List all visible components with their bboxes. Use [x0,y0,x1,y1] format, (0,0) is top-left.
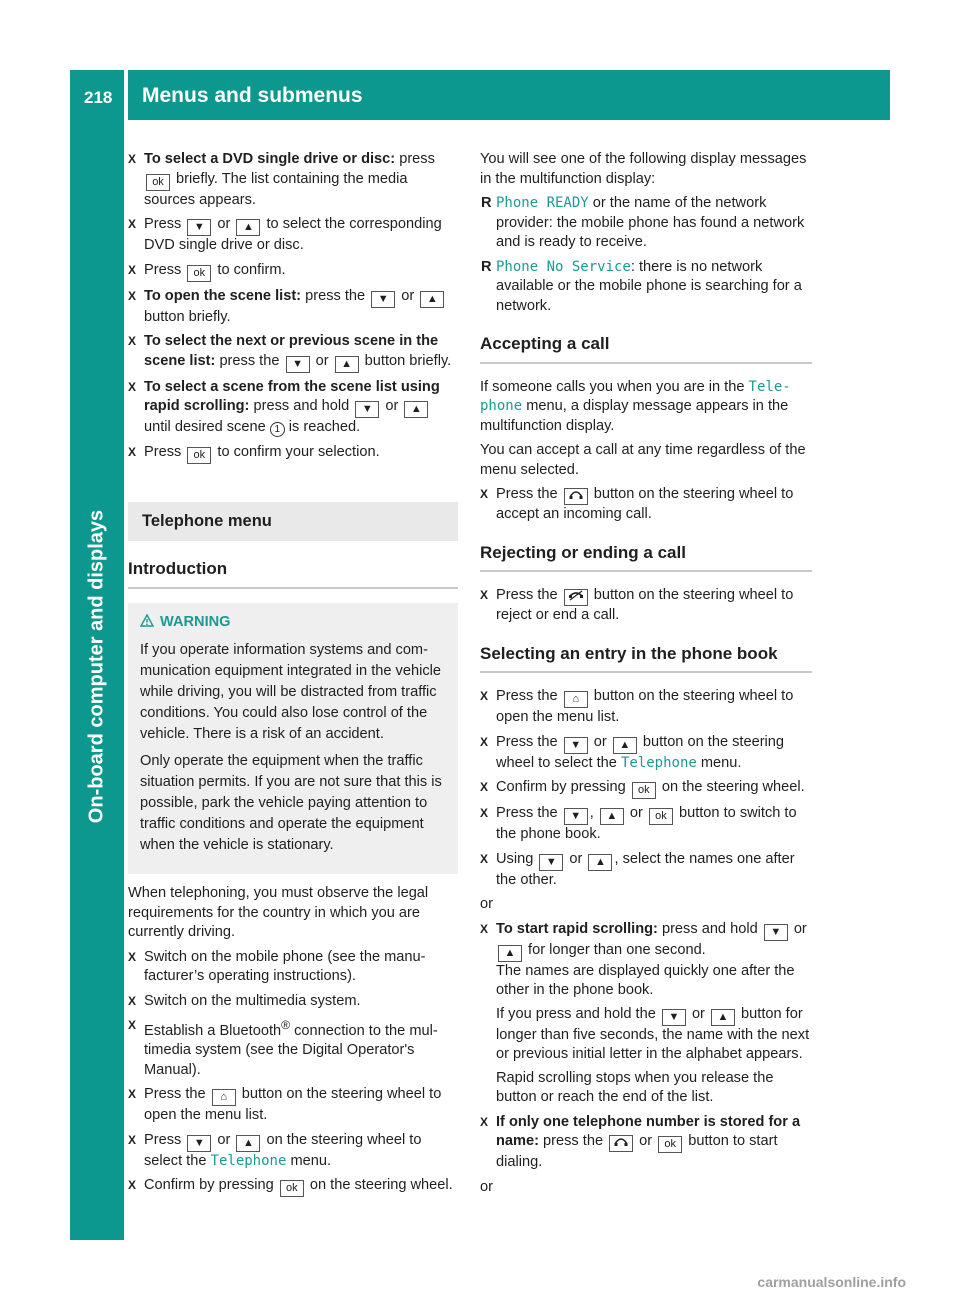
step-text: button on the steering wheel to open the menu list. [144,1086,442,1124]
step-detail: Rapid scrolling stops when you release the button or reach the end of the list. [496,1069,774,1105]
phone-accept-icon [609,1135,633,1152]
page-header [70,70,890,120]
down-button-icon: ▼ [187,1135,211,1152]
step-arrow-icon: X [480,1114,489,1129]
step-text: press the [538,1133,608,1149]
step-switch-multimedia [128,992,458,1012]
up-button-icon: ▲ [335,356,359,373]
up-button-icon: ▲ [711,1009,735,1026]
step-text: Press [144,1131,186,1148]
step-text: or [213,1131,235,1148]
step-arrow-icon: X [128,444,137,459]
step-text: on the steering wheel. [305,1177,453,1194]
step-bluetooth [128,1016,458,1080]
step-detail [496,1005,812,1065]
up-button-icon: ▲ [404,401,428,418]
step-select-telephone [128,1131,458,1172]
step-text: to confirm your selection. [213,443,380,460]
step-text: If you press and hold the [496,1005,660,1022]
step-confirm-ok [480,778,812,799]
step-text: or [687,1005,709,1022]
bullet-text: or the name of the network provider: the mobile phone has found a network and is ready to receive. [496,195,805,250]
step-arrow-icon: X [128,217,137,231]
step-bold: If only one telephone number is stored for a name: [496,1113,801,1149]
step-text: menu. [696,754,742,771]
down-button-icon: ▼ [187,219,211,236]
step-text: Press [144,216,186,232]
step-open-menu [480,687,812,728]
step-rapid-scene [128,378,458,438]
step-switch-phone [128,948,458,987]
watermark: carmanualsonline.info [757,1274,906,1290]
step-arrow-icon: X [128,1087,137,1102]
step-text: button on the steering wheel to open the menu list. [496,688,794,725]
paragraph-text: If someone calls you when you are in the [480,378,749,395]
step-text: button on the steering wheel to select the [496,733,785,771]
or-text: or [480,896,493,912]
step-arrow-icon: X [128,993,137,1008]
step-text: , select the names one after the other. [496,850,795,888]
step-select-telephone-menu [480,733,812,774]
bullet-item [480,258,812,317]
step-text: for longer than one second. [524,941,706,958]
paragraph-text: menu, a display message appears in the multifunction display. [480,398,789,434]
step-switch-phonebook [480,804,812,845]
step-text: Establish a Bluetooth [144,1022,282,1039]
side-label: On-board computer and displays [85,509,108,824]
step-arrow-icon: X [128,1018,137,1032]
step-press-select [128,215,458,256]
step-arrow-icon: X [480,851,489,866]
step-bold: To select the next or previous scene in the scene list: [144,333,439,369]
step-open-scene-list [128,287,458,328]
bullet-text: : there is no network available or the mobile phone is searching for a network. [496,258,802,314]
paragraph: When telephoning, you must observe the legal requirements for the country in which you are currently driving. [128,885,429,940]
or-text: or [480,1178,493,1195]
ok-button-icon: ok [632,782,656,799]
step-text: button briefly. [360,352,452,369]
step-arrow-icon: X [128,1178,137,1193]
step-text: on the steering wheel to select the [144,1131,422,1169]
step-text: briefly. The list containing the media sources appears. [144,170,408,208]
step-text: button to start dialing. [496,1133,778,1170]
warning-box [128,603,458,875]
step-bold: To select a DVD single drive or disc: [144,151,396,167]
step-text: press the [215,352,284,369]
step-text: or [789,920,807,937]
step-text: button on the steering wheel to accept an incoming call. [496,486,794,522]
step-arrow-icon: X [480,806,489,820]
step-reject-call [480,586,812,626]
step-arrow-icon: X [128,262,137,277]
step-text: or [311,352,333,369]
section-title: Telephone menu [128,502,458,542]
ok-button-icon: ok [658,1136,682,1153]
step-text: Switch on the multimedia system. [144,992,361,1009]
side-label-wrap [84,509,110,824]
step-arrow-icon: X [128,152,137,166]
down-button-icon: ▼ [355,401,379,418]
step-confirm-selection [128,443,458,464]
step-next-prev-scene [128,332,458,373]
step-text: button for longer than five seconds, the name with the next or previous initial letter in the alphabet appears. [496,1005,810,1062]
registered-mark: ® [281,1018,291,1032]
step-text: press and hold [657,920,762,937]
step-text: , [589,805,598,821]
step-home-button [128,1085,458,1126]
step-arrow-icon: X [480,780,489,794]
home-button-icon: ⌂ [564,691,588,708]
phone-reject-icon [564,589,588,606]
step-arrow-icon: X [128,949,137,964]
down-button-icon: ▼ [286,356,310,373]
step-arrow-icon: X [480,487,489,501]
step-arrow-icon: X [128,1132,137,1147]
header-divider [124,70,128,120]
paragraph: You will see one of the following display messages in the multifunction display: [480,151,807,187]
down-button-icon: ▼ [539,854,563,871]
step-text: on the steering wheel. [657,779,805,795]
step-bold: To select a scene from the scene list using rapid scrolling: [144,378,440,414]
heading-select-phonebook: Selecting an entry in the phone book [480,644,812,674]
step-text: Using [496,850,538,867]
step-confirm-ok [128,1176,458,1197]
heading-introduction: Introduction [128,559,458,589]
step-text: is reached. [284,419,361,435]
step-text: Press [144,261,186,278]
step-only-one-number [480,1113,812,1173]
step-text: Confirm by pressing [496,779,630,795]
heading-rejecting-call: Rejecting or ending a call [480,543,812,573]
ok-button-icon: ok [649,808,673,825]
warning-title [140,613,446,633]
step-text: button on the steering wheel to reject or end a call. [496,587,794,623]
step-arrow-icon: X [480,588,489,602]
step-text: to confirm. [213,261,286,278]
up-button-icon: ▲ [420,291,444,308]
up-button-icon: ▲ [588,854,612,871]
step-text: Press the [496,733,562,750]
up-button-icon: ▲ [600,808,624,825]
step-text: or [625,805,647,821]
step-text: or [635,1133,657,1149]
step-text: press the [301,287,370,304]
step-text: or [589,733,611,750]
step-arrow-icon: X [480,689,489,703]
page-number: 218 [84,88,113,107]
step-text: Press [144,443,186,460]
up-button-icon: ▲ [613,737,637,754]
step-text: press and hold [249,398,354,414]
step-arrow-icon: X [480,734,489,749]
display-text: Telephone [480,378,791,414]
step-text: button to switch to the phone book. [496,805,797,842]
step-accept-call [480,485,812,525]
bullet-icon: R [481,195,492,211]
display-text: Telephone [620,754,697,771]
step-text: Switch on the mobile phone (see the manufacturer’s operating instructions). [144,948,426,984]
display-text: Phone No Service [496,258,631,275]
step-arrow-icon: X [128,379,137,394]
step-text: Press the [144,1086,210,1103]
ok-button-icon: ok [146,174,170,191]
warning-paragraph: Only operate the equipment when the traffic situation permits. If you are not sure that this is possible, park the vehicle paying attention to traffic conditions and operate the equipment when the vehicle is stationary. [140,753,442,853]
up-button-icon: ▲ [236,1135,260,1152]
step-select-dvd [128,150,458,210]
display-text: Phone READY [496,195,589,211]
step-confirm [128,261,458,282]
step-arrow-icon: X [128,288,137,303]
scene-marker-icon: 1 [270,422,285,437]
down-button-icon: ▼ [764,924,788,941]
home-button-icon: ⌂ [212,1089,236,1106]
down-button-icon: ▼ [564,737,588,754]
step-bold: To open the scene list: [144,287,302,304]
step-text: menu. [286,1152,332,1169]
left-column [128,150,458,1202]
step-detail: The names are displayed quickly one after the other in the phone book. [496,962,795,998]
step-text: to select the corresponding DVD single drive or disc. [144,216,442,253]
step-text: button briefly. [144,308,231,325]
ok-button-icon: ok [187,265,211,282]
step-rapid-scrolling [480,920,812,1108]
paragraph [480,378,812,437]
paragraph: You can accept a call at any time regardless of the menu selected. [480,442,806,478]
bullet-icon: R [481,258,492,275]
step-text: or [213,216,235,232]
ok-button-icon: ok [187,447,211,464]
heading-accepting-call: Accepting a call [480,334,812,364]
display-text: Telephone [210,1152,287,1169]
step-text: Press the [496,587,562,603]
page-title: Menus and submenus [142,84,363,107]
step-text: Press the [496,805,562,821]
warning-title-text: WARNING [160,613,231,630]
step-text: until desired scene [144,419,270,435]
warning-paragraph: If you operate information systems and communication equipment integrated in the vehicle while driving, you will be distracted from traffic conditions. You could also lose control of the vehicle. There is a risk of an accident. [140,642,441,742]
warning-triangle-icon [140,614,154,627]
step-text: Confirm by pressing [144,1177,278,1194]
phone-accept-icon [564,488,588,505]
ok-button-icon: ok [280,1180,304,1197]
step-text: press [395,151,435,167]
step-text: or [397,287,419,304]
step-arrow-icon: X [128,334,137,348]
step-text: Press the [496,688,562,704]
bullet-item [480,194,812,253]
step-text: Press the [496,486,562,502]
step-select-names [480,850,812,891]
up-button-icon: ▲ [236,219,260,236]
right-column [480,150,812,1202]
down-button-icon: ▼ [662,1009,686,1026]
up-button-icon: ▲ [498,945,522,962]
down-button-icon: ▼ [371,291,395,308]
step-bold: To start rapid scrolling: [496,920,658,937]
step-arrow-icon: X [480,921,489,936]
down-button-icon: ▼ [564,808,588,825]
step-text: or [381,398,403,414]
step-text: or [565,850,587,867]
step-text: connection to the multimedia system (see the Digital Operator's Manual). [144,1022,438,1078]
